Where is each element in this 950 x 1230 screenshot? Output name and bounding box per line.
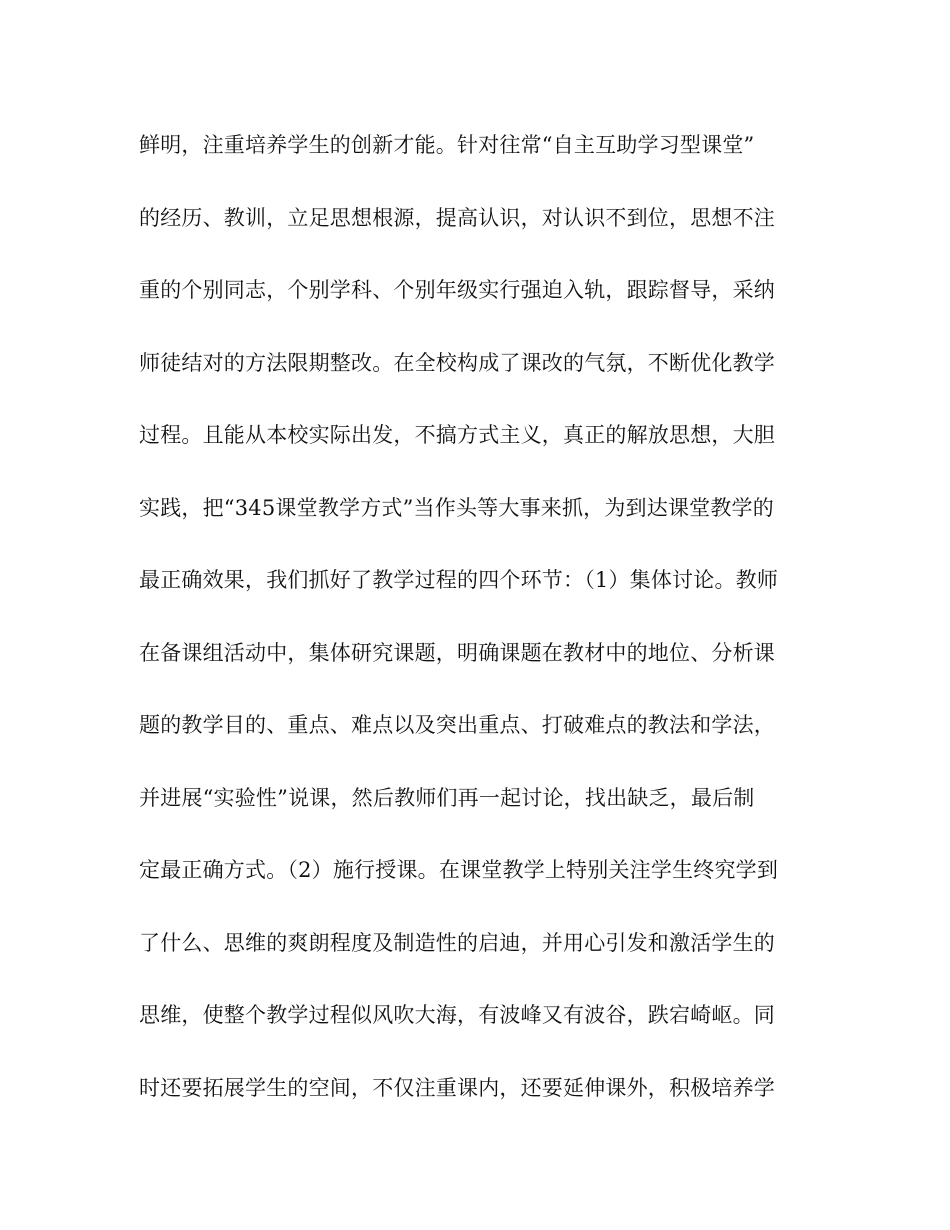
text-line: 在备课组活动中，集体研究课题，明确课题在教材中的地位、分析课 xyxy=(139,640,775,665)
text-line: 师徒结对的方法限期整改。在全校构成了课改的气氛，不断优化教学 xyxy=(139,350,775,375)
text-line: 重的个别同志，个别学科、个别年级实行强迫入轨，跟踪督导，采纳 xyxy=(139,278,775,302)
text-line: 定最正确方式。（2）施行授课。在课堂教学上特别关注学生终究学到 xyxy=(139,858,779,882)
body-text xyxy=(139,123,819,1138)
text-line: 过程。且能从本校实际出发，不搞方式主义，真正的解放思想，大胆 xyxy=(139,423,775,447)
text-line: 思维，使整个教学过程似风吹大海，有波峰又有波谷，跌宕崎岖。同 xyxy=(139,1003,775,1027)
text-line: 时还要拓展学生的空间，不仅注重课内，还要延伸课外，积极培养学 xyxy=(139,1075,775,1100)
text-line: 实践，把“345课堂教学方式”当作头等大事来抓，为到达课堂教学的 xyxy=(139,495,774,520)
text-line: 题的教学目的、重点、难点以及突出重点、打破难点的教法和学法， xyxy=(139,713,775,737)
text-line: 了什么、思维的爽朗程度及制造性的启迪，并用心引发和激活学生的 xyxy=(139,930,775,955)
text-line: 最正确效果，我们抓好了教学过程的四个环节：（1）集体讨论。教师 xyxy=(139,568,779,592)
text-line: 并进展“实验性”说课，然后教师们再一起讨论，找出缺乏，最后制 xyxy=(139,785,755,810)
text-line: 的经历、教训，立足思想根源，提高认识，对认识不到位，思想不注 xyxy=(139,205,775,230)
text-line: 鲜明，注重培养学生的创新才能。针对往常“自主互助学习型课堂” xyxy=(139,133,755,157)
